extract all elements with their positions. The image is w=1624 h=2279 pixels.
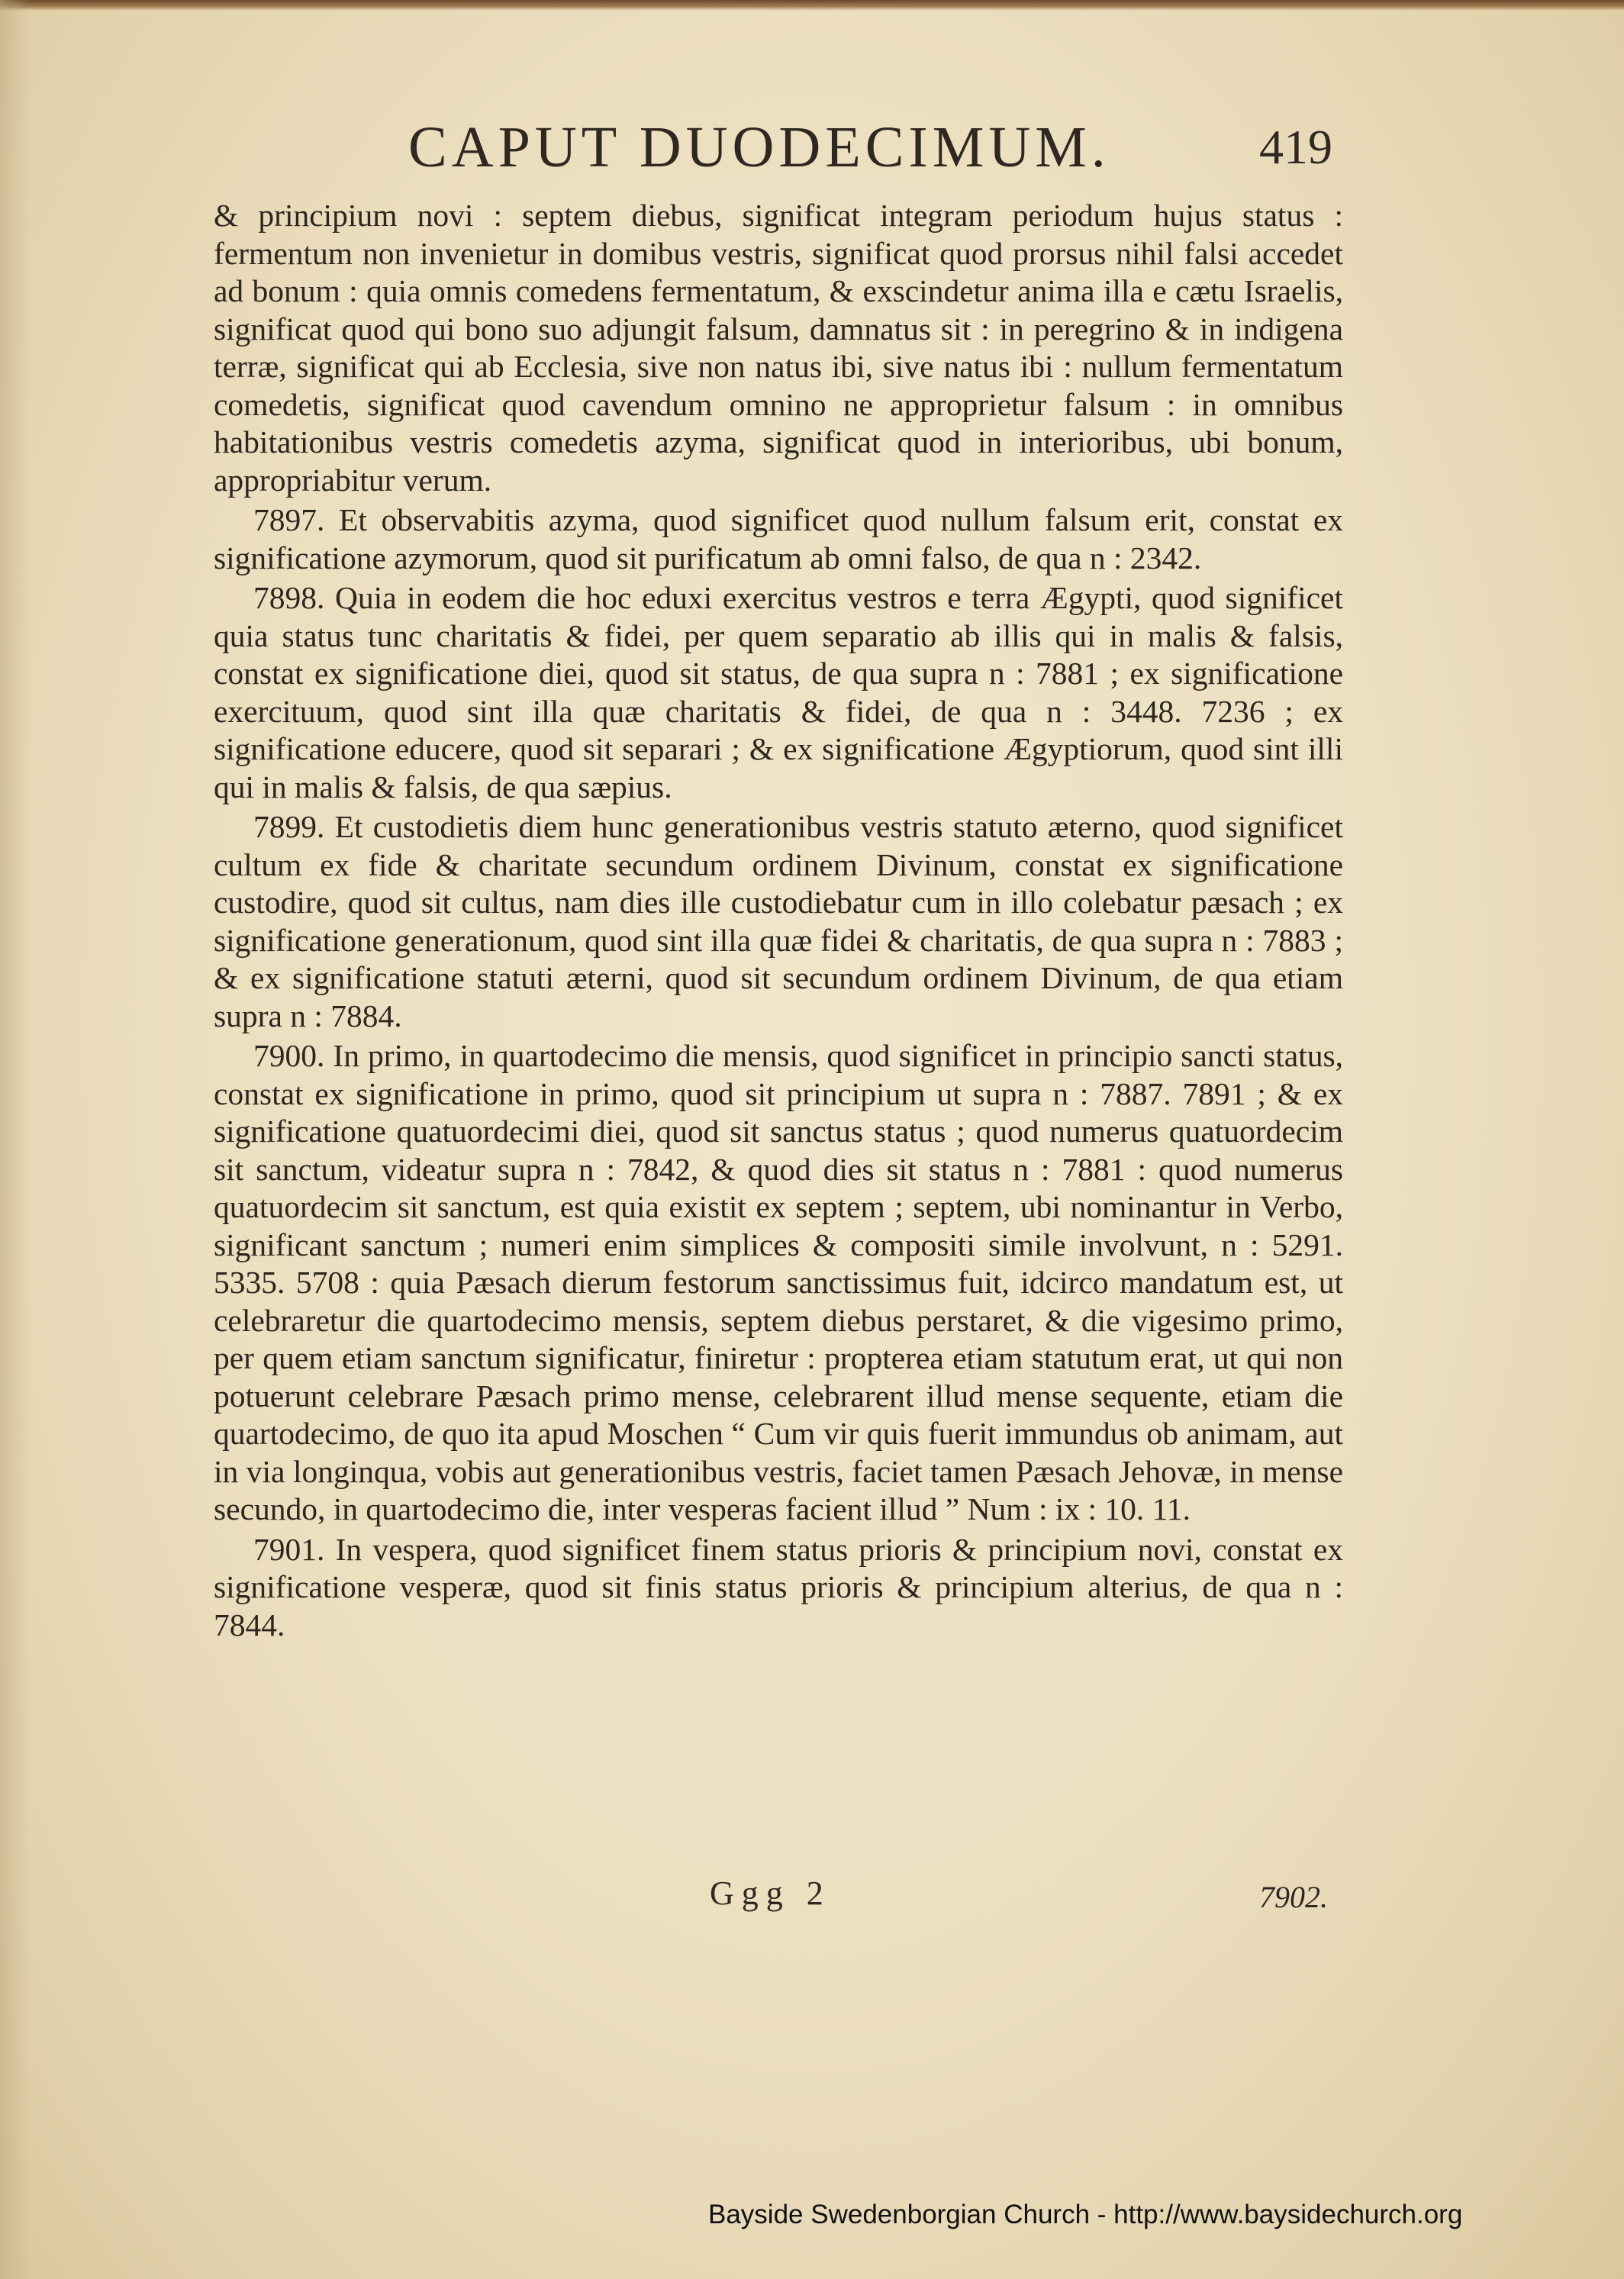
- paragraph-7898: 7898. Quia in eodem die hoc eduxi exercitus vestros e terra Ægypti, quod significet quia status tunc charitatis & fidei, per quem separatio ab illis qui in malis & falsis, constat ex significatione diei, quod sit status, de qua supra n : 7881 ; ex significatione exercituum, quod sint illa quæ charitatis & fidei, de qua n : 3448. 7236 ; ex significatione educere, quod sit separari ; & ex significatione Ægyptiorum, quod sint illi qui in malis & falsis, de qua sæpius.: [214, 580, 1343, 804]
- running-head: [214, 114, 1358, 183]
- signature-mark: Ggg 2: [710, 1874, 831, 1912]
- watermark-text: Bayside Swedenborgian Church - http://www.baysidechurch.org: [708, 2200, 1463, 2229]
- paragraph-7900: 7900. In primo, in quartodecimo die mensis, quod significet in principio sancti status, constat ex significatione in primo, quod sit principium ut supra n : 7887. 7891 ; & ex significatione quatuordecimi diei, quod sit sanctus status ; quod numerus quatuordecim sit sanctum, videatur supra n : 7842, & quod dies sit status n : 7881 : quod numerus quatuordecim sit sanctum, est quia existit ex septem ; septem, ubi nominantur in Verbo, significant sanctum ; numeri enim simplices & compositi simile involvunt, n : 5291. 5335. 5708 : quia Pæsach dierum festorum sanctissimus fuit, idcirco mandatum est, ut celebraretur die quartodecimo mensis, septem diebus perstaret, & die vigesimo primo, per quem etiam sanctum significatur, finiretur : propterea etiam statutum erat, ut qui non potuerunt celebrare Pæsach primo mense, celebrarent illud mense sequente, etiam die quartodecimo, de quo ita apud Moschen “ Cum vir quis fuerit immundus ob animam, aut in via longinqua, vobis aut generationibus vestris, faciet tamen Pæsach Jehovæ, in mense secundo, in quartodecimo die, inter vesperas facient illud ” Num : ix : 10. 11.: [214, 1038, 1343, 1526]
- page-gutter-shadow: [0, 0, 31, 2279]
- paragraph-7899: 7899. Et custodietis diem hunc generationibus vestris statuto æterno, quod significet cultum ex fide & charitate secundum ordinem Divinum, constat ex significatione custodire, quod sit cultus, nam dies ille custodiebatur cum in illo colebatur pæsach ; ex significatione generationum, quod sint illa quæ fidei & charitatis, de qua supra n : 7883 ; & ex significatione statuti æterni, quod sit secundum ordinem Divinum, de qua etiam supra n : 7884.: [214, 809, 1343, 1033]
- page-number: 419: [1259, 120, 1332, 174]
- paragraph-7901: 7901. In vespera, quod significet finem status prioris & principium novi, constat ex significatione vesperæ, quod sit finis status prioris & principium alterius, de qua n : 7844.: [214, 1531, 1343, 1642]
- running-title: CAPUT DUODECIMUM.: [408, 115, 1110, 179]
- paragraph-7897: 7897. Et observabitis azyma, quod significet quod nullum falsum erit, constat ex significatione azymorum, quod sit purificatum ab omni falso, de qua n : 2342.: [214, 502, 1343, 575]
- page-top-edge: [0, 0, 1624, 11]
- catchword: 7902.: [1259, 1880, 1328, 1914]
- paragraph-continuation: & principium novi : septem diebus, significat integram periodum hujus status : fermentum non invenietur in domibus vestris, significat quod prorsus nihil falsi accedet ad bonum : quia omnis comedens fermentatum, & exscindetur anima illa e cætu Israelis, significat quod qui bono suo adjungit falsum, damnatus sit : in peregrino & in indigena terræ, significat qui ab Ecclesia, sive non natus ibi, sive natus ibi : nullum fermentatum comedetis, significat quod cavendum omnino ne approprietur falsum : in omnibus habitationibus vestris comedetis azyma, significat quod in interioribus, ubi bonum, appropriabitur verum.: [214, 198, 1343, 498]
- body-text: [214, 197, 1343, 1646]
